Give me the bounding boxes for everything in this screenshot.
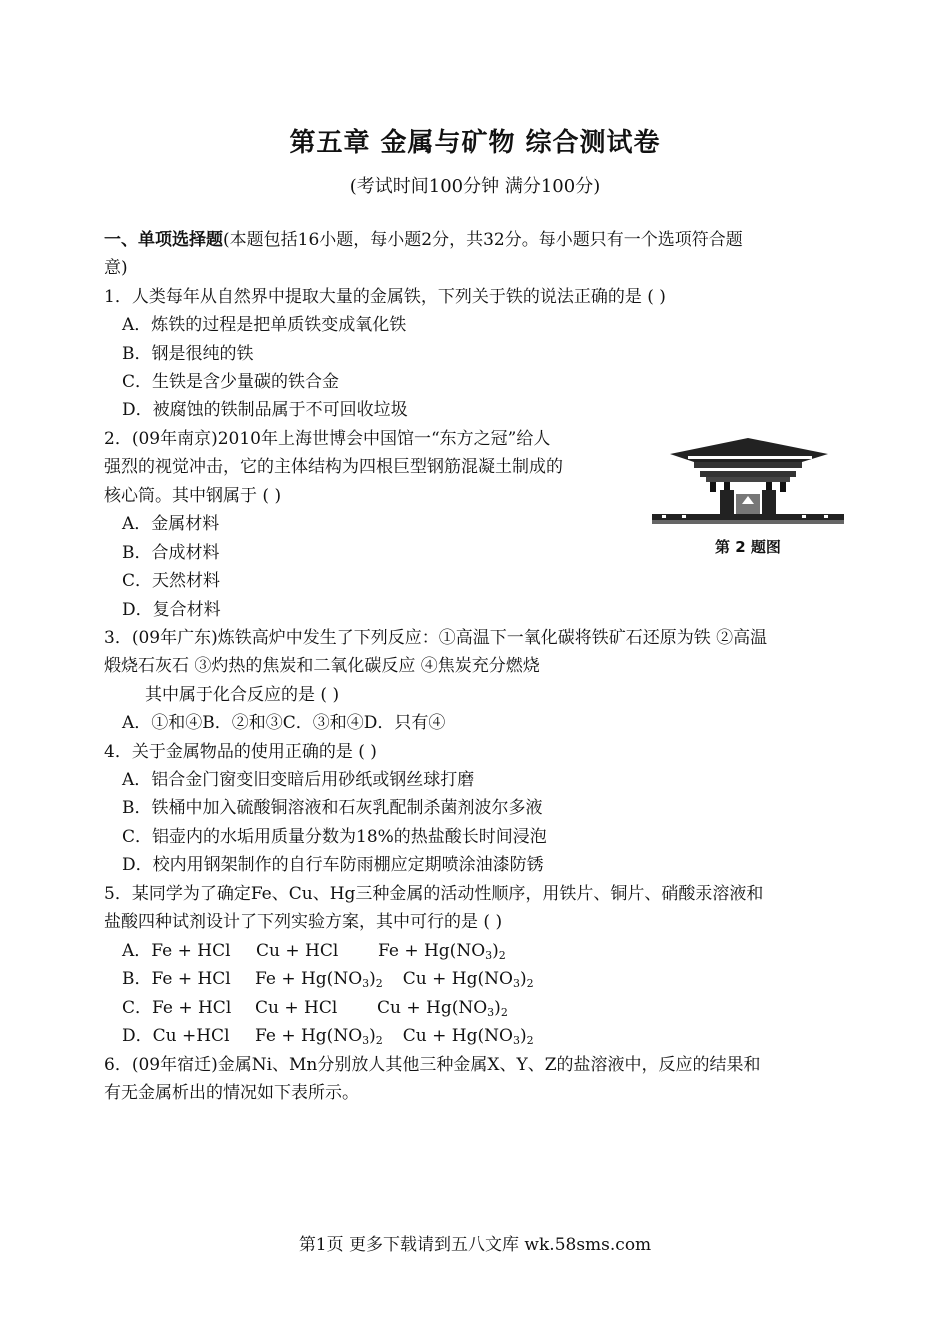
q3-stem-line3: 其中属于化合反应的是 ( ) bbox=[145, 685, 340, 705]
q3-option-d: D．只有④ bbox=[363, 713, 446, 733]
q2-stem-line3: 核心筒。其中钢属于 ( ) bbox=[104, 486, 282, 506]
page-title: 第五章 金属与矿物 综合测试卷 bbox=[289, 128, 661, 158]
q2-option-a: A．金属材料 bbox=[122, 514, 220, 534]
q5-option-a: A．Fe + HCl Cu + HCl $Fe + Hg(NO_3)_2$ bbox=[122, 941, 506, 962]
q6-stem-line1: 6．(09年宿迁)金属Ni、Mn分别放人其他三种金属X、Y、Z的盐溶液中，反应的结果和 bbox=[104, 1055, 761, 1075]
china-pavilion-illustration bbox=[652, 432, 844, 532]
china-pavilion-figure bbox=[652, 432, 844, 562]
q2-option-c: C．天然材料 bbox=[122, 571, 221, 591]
section-description-cont: 意) bbox=[104, 258, 128, 278]
q5-stem-line1: 5．某同学为了确定Fe、Cu、Hg三种金属的活动性顺序，用铁片、铜片、硝酸汞溶液和 bbox=[104, 884, 764, 904]
page-subtitle: (考试时间100分钟 满分100分) bbox=[349, 176, 601, 197]
q3-option-b: B．②和③ bbox=[202, 713, 283, 733]
q1-option-c: C．生铁是含少量碳的铁合金 bbox=[122, 372, 340, 392]
page-footer: 第1页 更多下载请到五八文库 wk.58sms.com bbox=[298, 1235, 652, 1255]
q3-option-c: C．③和④ bbox=[282, 713, 364, 733]
q5-option-d: D．Cu +HCl $Fe + Hg(NO_3)_2$ $Cu + Hg(NO_3)_2$ bbox=[122, 1026, 534, 1047]
q2-option-d: D．复合材料 bbox=[122, 600, 221, 620]
q4-option-b: B．铁桶中加入硫酸铜溶液和石灰乳配制杀菌剂波尔多液 bbox=[122, 798, 543, 818]
q3-option-a: A．①和④ bbox=[122, 713, 203, 733]
q4-option-d: D．校内用钢架制作的自行车防雨棚应定期喷涂油漆防锈 bbox=[122, 855, 544, 875]
q2-stem-line2: 强烈的视觉冲击，它的主体结构为四根巨型钢筋混凝土制成的 bbox=[104, 457, 563, 477]
q1-stem: 1．人类每年从自然界中提取大量的金属铁，下列关于铁的说法正确的是 ( ) bbox=[104, 287, 666, 307]
q5-option-c: C．Fe + HCl Cu + HCl $Cu + Hg(NO_3)_2$ bbox=[122, 998, 508, 1019]
q4-option-a: A．铝合金门窗变旧变暗后用砂纸或钢丝球打磨 bbox=[122, 770, 475, 790]
q1-option-a: A．炼铁的过程是把单质铁变成氧化铁 bbox=[122, 315, 407, 335]
q2-stem-line1: 2．(09年南京)2010年上海世博会中国馆一“东方之冠”给人 bbox=[104, 429, 551, 449]
q1-option-d: D．被腐蚀的铁制品属于不可回收垃圾 bbox=[122, 400, 408, 420]
section-title: 一、单项选择题 bbox=[104, 230, 223, 250]
q3-options bbox=[122, 709, 445, 737]
q1-option-b: B．钢是很纯的铁 bbox=[122, 344, 254, 364]
q2-option-b: B．合成材料 bbox=[122, 543, 220, 563]
q5-stem-line2: 盐酸四种试剂设计了下列实验方案，其中可行的是 ( ) bbox=[104, 912, 503, 932]
section-heading bbox=[104, 226, 743, 254]
q4-stem: 4．关于金属物品的使用正确的是 ( ) bbox=[104, 742, 377, 762]
q4-option-c: C．铝壶内的水垢用质量分数为18%的热盐酸长时间浸泡 bbox=[122, 827, 547, 847]
q6-stem-line2: 有无金属析出的情况如下表所示。 bbox=[104, 1083, 359, 1103]
q3-stem-line1: 3．(09年广东)炼铁高炉中发生了下列反应：①高温下一氧化碳将铁矿石还原为铁 ②高温 bbox=[104, 628, 768, 648]
q3-stem-line2: 煅烧石灰石 ③灼热的焦炭和二氧化碳反应 ④焦炭充分燃烧 bbox=[104, 656, 540, 676]
q5-option-b: B．Fe + HCl $Fe + Hg(NO_3)_2$ $Cu + Hg(NO_3)_2$ bbox=[122, 969, 534, 990]
section-description: (本题包括16小题，每小题2分，共32分。每小题只有一个选项符合题 bbox=[223, 230, 743, 250]
figure-caption: 第 2 题图 bbox=[715, 538, 781, 556]
